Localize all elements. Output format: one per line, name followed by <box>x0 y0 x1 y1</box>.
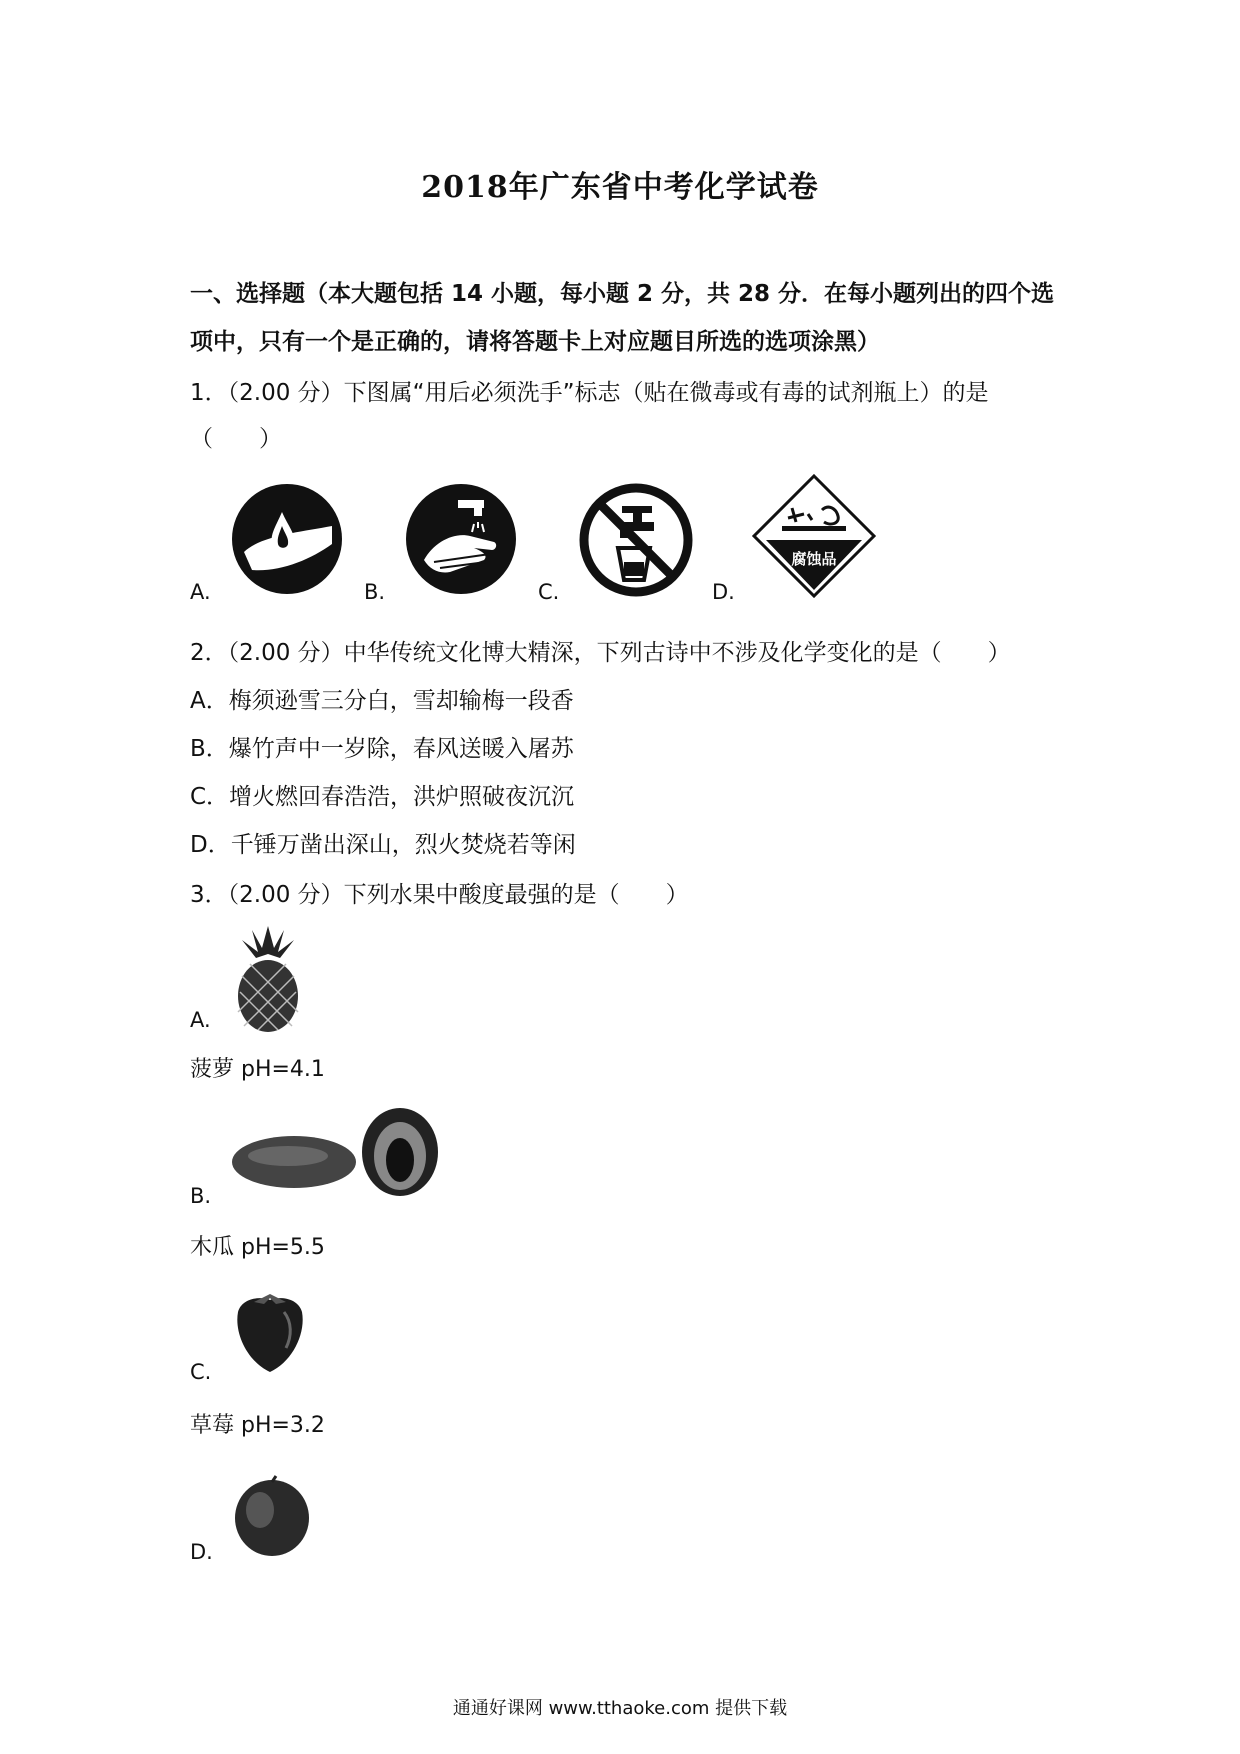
q1-option-a-letter: A. <box>190 580 211 604</box>
q2-stem: 2．（2.00 分）中华传统文化博大精深，下列古诗中不涉及化学变化的是（ ） <box>190 640 1011 666</box>
q1-blank: （ ） <box>190 426 282 452</box>
q3-option-b-name: 木瓜 pH=5.5 <box>190 1235 325 1260</box>
q1-stem: 1．（2.00 分）下图属“用后必须洗手”标志（贴在微毒或有毒的试剂瓶上）的是 <box>190 380 989 406</box>
q3-option-a-letter: A. <box>190 1008 211 1032</box>
water-drop-hand-icon <box>230 482 344 596</box>
q2-option-a: A．梅须逊雪三分白，雪却输梅一段香 <box>190 688 574 714</box>
strawberry-icon <box>232 1290 308 1374</box>
q3-option-c-name: 草莓 pH=3.2 <box>190 1413 325 1438</box>
corrosive-icon <box>752 474 876 598</box>
no-drinking-water-icon <box>578 482 694 598</box>
section-header: 一、选择题（本大题包括 14 小题，每小题 2 分，共 28 分．在每小题列出的四个选项中，只有一个是正确的，请将答题卡上对应题目所选的选项涂黑） <box>190 281 1055 355</box>
corrosive-sign-text: 腐蚀品 <box>791 550 837 568</box>
q3-option-a-name: 菠萝 pH=4.1 <box>190 1057 325 1082</box>
papaya-icon <box>232 1106 442 1198</box>
q3-option-b-letter: B. <box>190 1184 212 1208</box>
q1-option-c-letter: C. <box>538 580 560 604</box>
q2-option-c: C．增火燃回春浩浩，洪炉照破夜沉沉 <box>190 784 575 810</box>
page-footer: 通通好课网 www.tthaoke.com 提供下载 <box>452 1698 788 1719</box>
q1-option-d-letter: D. <box>712 580 735 604</box>
page-title: 2018年广东省中考化学试卷 <box>421 170 819 205</box>
q3-option-d-letter: D. <box>190 1540 213 1564</box>
q3-stem: 3．（2.00 分）下列水果中酸度最强的是（ ） <box>190 882 689 908</box>
q3-option-c-letter: C. <box>190 1360 212 1384</box>
q2-option-b: B．爆竹声中一岁除，春风送暖入屠苏 <box>190 736 574 762</box>
q1-option-b-letter: B. <box>364 580 386 604</box>
pineapple-icon <box>232 924 304 1034</box>
apple-icon <box>232 1474 312 1558</box>
q2-option-d: D．千锤万凿出深山，烈火焚烧若等闲 <box>190 832 576 858</box>
hand-washing-icon <box>404 482 518 596</box>
